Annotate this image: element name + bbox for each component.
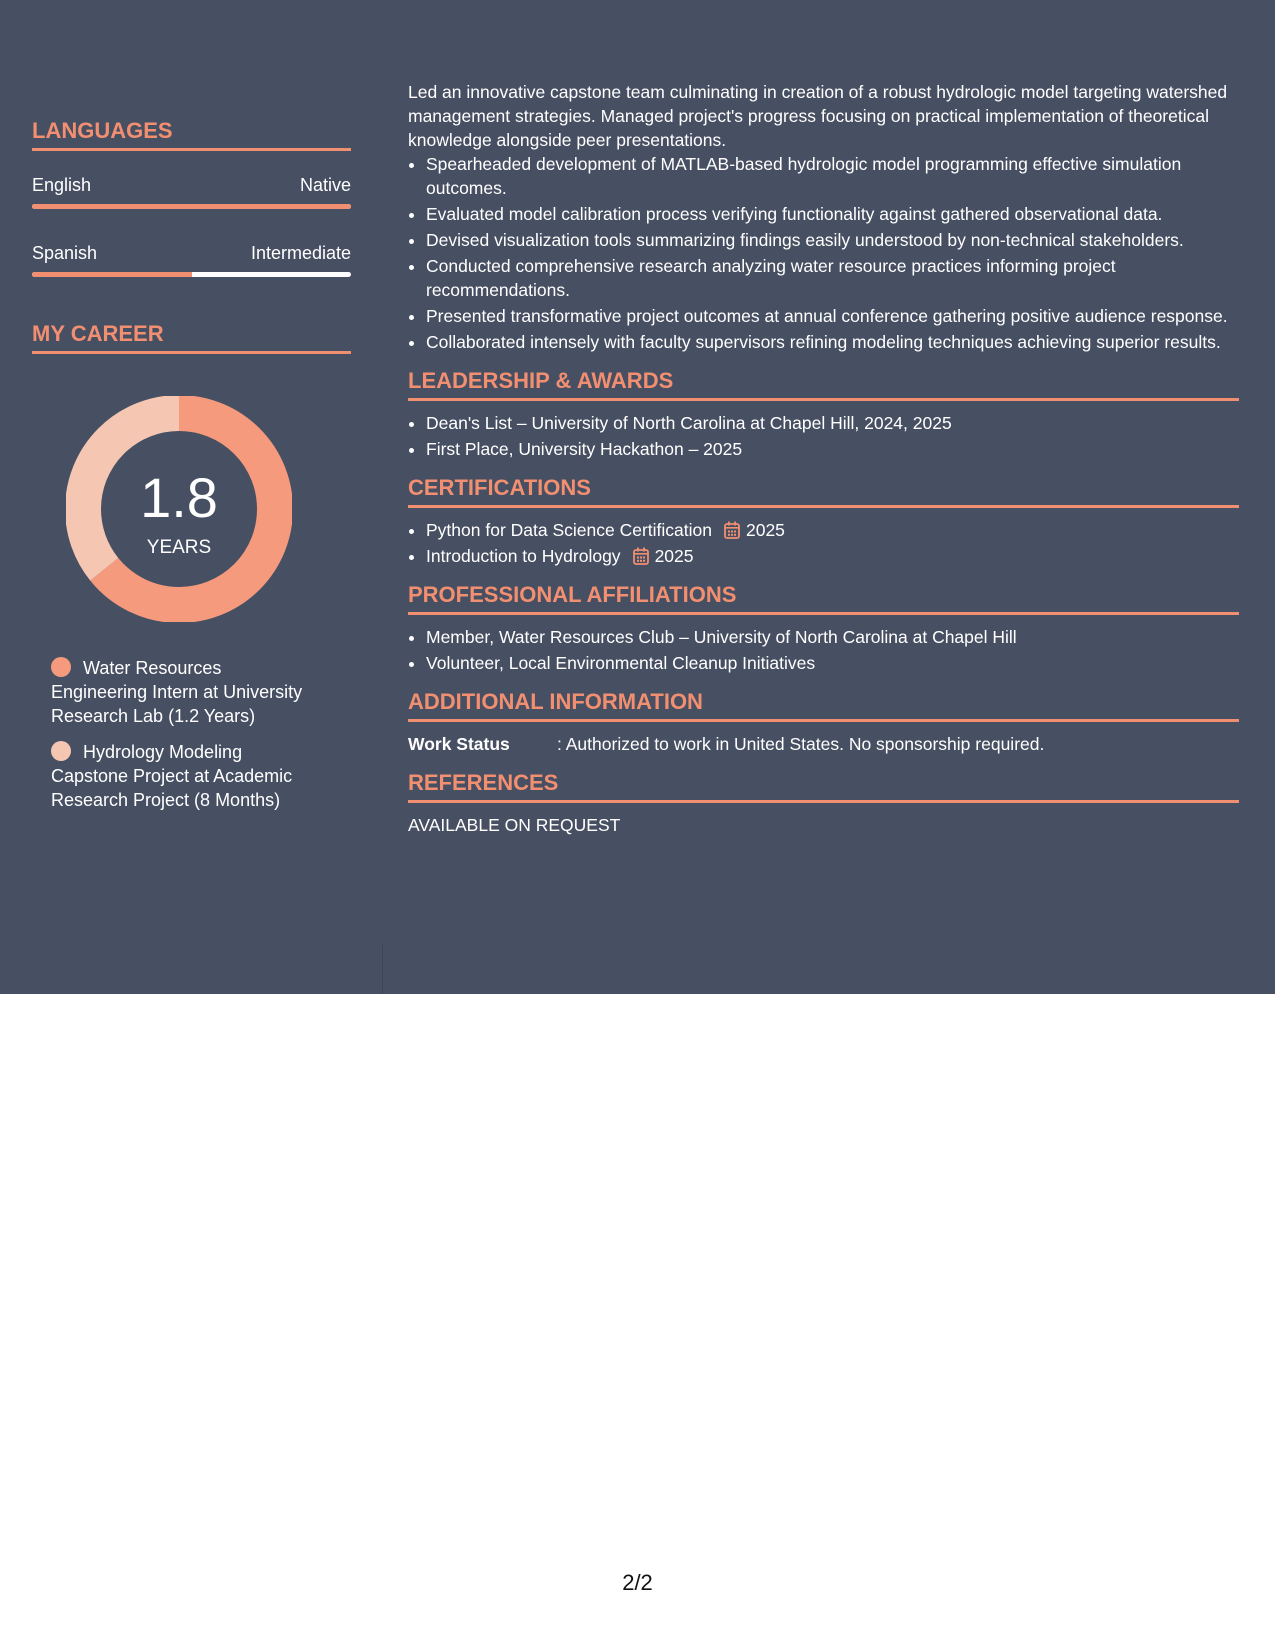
legend-item-internship [51, 656, 321, 728]
donut-center [66, 396, 292, 622]
language-name: Spanish [32, 243, 98, 263]
affiliations-title: PROFESSIONAL AFFILIATIONS [408, 582, 1239, 615]
experience-bullet: • Collaborated intensely with faculty supervisors refining modeling techniques achieving superior results. [426, 330, 1239, 354]
language-level: Intermediate [250, 243, 351, 263]
legend-label: Water Resources Engineering Intern at University Research Lab (1.2 Years) [51, 658, 303, 726]
language-proficiency-bar [32, 272, 351, 277]
affiliation-item: • Member, Water Resources Club – University of North Carolina at Chapel Hill [426, 625, 1239, 649]
legend-dot-icon [51, 657, 71, 677]
certification-item [426, 544, 1239, 568]
experience-bullet: • Conducted comprehensive research analyzing water resource practices informing project recommendations. [426, 254, 1239, 302]
language-item-english [32, 174, 351, 209]
career-title: MY CAREER [32, 321, 351, 354]
certifications-title: CERTIFICATIONS [408, 475, 1239, 508]
certification-name: Introduction to Hydrology [426, 546, 621, 566]
additional-info-title: ADDITIONAL INFORMATION [408, 689, 1239, 722]
right-column [408, 80, 1239, 837]
certifications-list [408, 518, 1239, 568]
legend-dot-icon [51, 741, 71, 761]
career-section [32, 321, 351, 812]
references-title: REFERENCES [408, 770, 1239, 803]
additional-info-section [408, 689, 1239, 756]
certification-item [426, 518, 1239, 542]
calendar-icon [724, 521, 740, 539]
language-name: English [32, 175, 92, 195]
legend-item-capstone [51, 740, 321, 812]
experience-bullet: • Presented transformative project outcomes at annual conference gathering positive audience response. [426, 304, 1239, 328]
leadership-item: • Dean's List – University of North Carolina at Chapel Hill, 2024, 2025 [426, 411, 1239, 435]
column-separator [382, 944, 383, 994]
language-proficiency-fill [32, 272, 192, 277]
work-status-label: Work Status [408, 734, 510, 754]
leadership-section [408, 368, 1239, 461]
language-proficiency-bar [32, 204, 351, 209]
leadership-list [408, 411, 1239, 461]
language-proficiency-fill [32, 204, 351, 209]
career-donut-chart [66, 396, 292, 622]
legend-label: Hydrology Modeling Capstone Project at Academic Research Project (8 Months) [51, 742, 293, 810]
affiliations-section [408, 582, 1239, 675]
career-total-years: 1.8 [140, 466, 218, 529]
references-text: AVAILABLE ON REQUEST [408, 815, 621, 835]
experience-bullets [408, 152, 1239, 354]
calendar-icon [633, 547, 649, 565]
work-status-row [408, 732, 1239, 756]
work-status-value: : Authorized to work in United States. No sponsorship required. [557, 734, 1045, 754]
experience-intro: Led an innovative capstone team culminating in creation of a robust hydrologic model targeting watershed management strategies. Managed project's progress focusing on practical implementation of theoretical knowledge alongside peer presentations. [408, 82, 1228, 150]
language-level: Native [299, 175, 351, 195]
affiliations-list [408, 625, 1239, 675]
experience-bullet: • Spearheaded development of MATLAB-based hydrologic model programming effective simulation outcomes. [426, 152, 1239, 200]
languages-list [32, 174, 351, 277]
certification-year: 2025 [745, 520, 785, 540]
left-column [32, 118, 351, 824]
languages-title: LANGUAGES [32, 118, 351, 151]
page-number: 2/2 [622, 1570, 653, 1595]
affiliation-item: • Volunteer, Local Environmental Cleanup Initiatives [426, 651, 1239, 675]
experience-bullet: • Evaluated model calibration process verifying functionality against gathered observational data. [426, 202, 1239, 226]
language-item-spanish [32, 242, 351, 277]
languages-section [32, 118, 351, 277]
experience-section [408, 80, 1239, 354]
career-legend [32, 656, 351, 812]
career-total-unit: YEARS [146, 537, 212, 558]
certification-name: Python for Data Science Certification [426, 520, 712, 540]
experience-bullet: • Devised visualization tools summarizing findings easily understood by non-technical stakeholders. [426, 228, 1239, 252]
references-section [408, 770, 1239, 837]
leadership-title: LEADERSHIP & AWARDS [408, 368, 1239, 401]
leadership-item: • First Place, University Hackathon – 2025 [426, 437, 1239, 461]
certifications-section [408, 475, 1239, 568]
certification-year: 2025 [654, 546, 694, 566]
